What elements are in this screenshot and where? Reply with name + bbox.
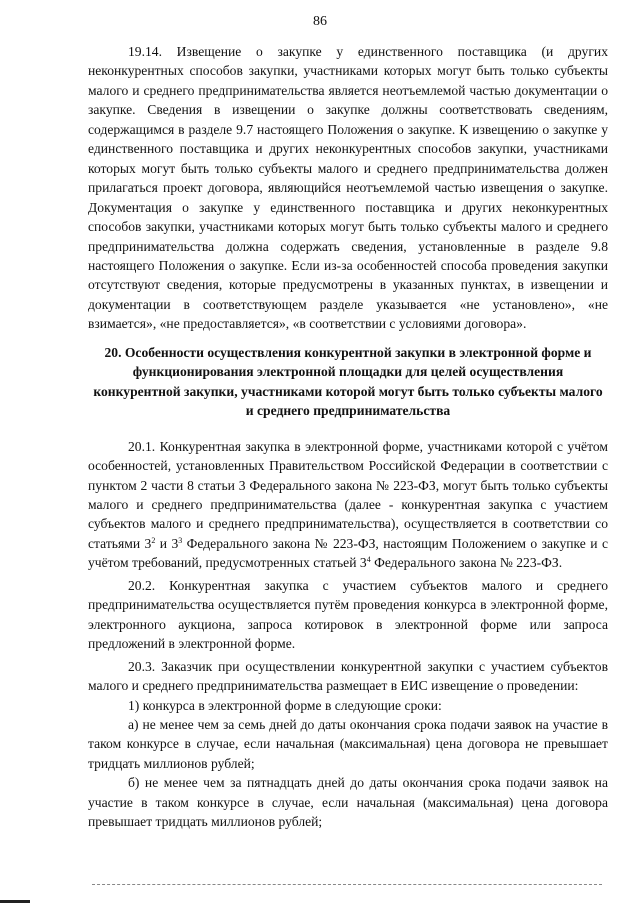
paragraph-20-1-text-3: Федерального закона № 223-ФЗ, настоящим Положением о закупке и с учётом требований, предусмотренных статьей 3 — [88, 535, 608, 571]
list-item-1: 1) конкурса в электронной форме в следующие сроки: — [128, 697, 442, 713]
paragraph-20-1-text-4: Федерального закона № 223-ФЗ. — [370, 555, 563, 571]
page-number: 86 — [313, 14, 327, 29]
superscript-3: 3 — [178, 535, 183, 545]
superscript-4: 4 — [366, 555, 371, 565]
paragraph-20-1-text-2: и 3 — [155, 535, 179, 551]
paragraph-20-2: 20.2. Конкурентная закупка с участием субъектов малого и среднего предпринимательства осуществляется путём проведения конкурса в электронной форме, электронного аукциона, запроса котировок в электронной форме или запроса предложений в электронной форме. — [88, 577, 608, 652]
scan-corner-mark — [0, 900, 30, 903]
section-20-title: 20. Особенности осуществления конкурентной закупки в электронной форме и функционирования электронной площадки для целей осуществления конкурентной закупки, участниками которой могут быть только субъекты малого и среднего предпринимательства — [93, 344, 603, 419]
superscript-2: 2 — [151, 535, 156, 545]
paragraph-19-14: 19.14. Извещение о закупке у единственного поставщика (и других неконкурентных способов закупки, участниками которых могут быть только субъекты малого и среднего предпринимательства является неотъемлемой частью документации о закупке. Сведения в извещении о закупке должны соответствовать сведениям, содержащимся в разделе 9.7 настоящего Положения о закупке. К извещению о закупке у единственного поставщика и других неконкурентных способов закупки, участниками которых могут быть только субъекты малого и среднего предпринимательства должен прилагаться проект договора, являющийся неотъемлемой частью извещения о закупке. Документация о закупке у единственного поставщика и других неконкурентных способов закупки, участниками которых могут быть только субъекты малого и среднего предпринимательства должна содержать сведения, установленные в разделе 9.8 настоящего Положения о закупке. Если из-за особенностей способа проведения закупки отсутствуют сведения, которые предусмотрены в указанных пунктах, в извещении и документации в соответствующем разделе указывается «не установлено», «не взимается», «не предоставляется», «в соответствии с условиями договора». — [88, 44, 608, 332]
scan-edge-line — [92, 884, 602, 885]
list-item-a: а) не менее чем за семь дней до даты окончания срока подачи заявок на участие в таком конкурсе в случае, если начальная (максимальная) цена договора не превышает тридцать миллионов рублей; — [88, 716, 608, 771]
list-item-b: б) не менее чем за пятнадцать дней до даты окончания срока подачи заявок на участие в таком конкурсе в случае, если начальная (максимальная) цена договора превышает тридцать миллионов рублей; — [88, 775, 608, 830]
paragraph-20-3: 20.3. Заказчик при осуществлении конкурентной закупки с участием субъектов малого и среднего предпринимательства размещает в ЕИС извещение о проведении: — [88, 658, 608, 694]
document-body — [88, 42, 608, 832]
paragraph-20-1 — [88, 437, 608, 573]
paragraph-20-1-text: 20.1. Конкурентная закупка в электронной форме, участниками которой с учётом особенностей, установленных Правительством Российской Федерации в соответствии с пунктом 2 части 8 статьи 3 Федерального закона № 223-ФЗ, могут быть только субъекты малого и среднего предпринимательства (далее - конкурентная закупка с участием субъектов малого и среднего предпринимательства), осуществляется в соответствии со статьями 3 — [88, 438, 608, 551]
